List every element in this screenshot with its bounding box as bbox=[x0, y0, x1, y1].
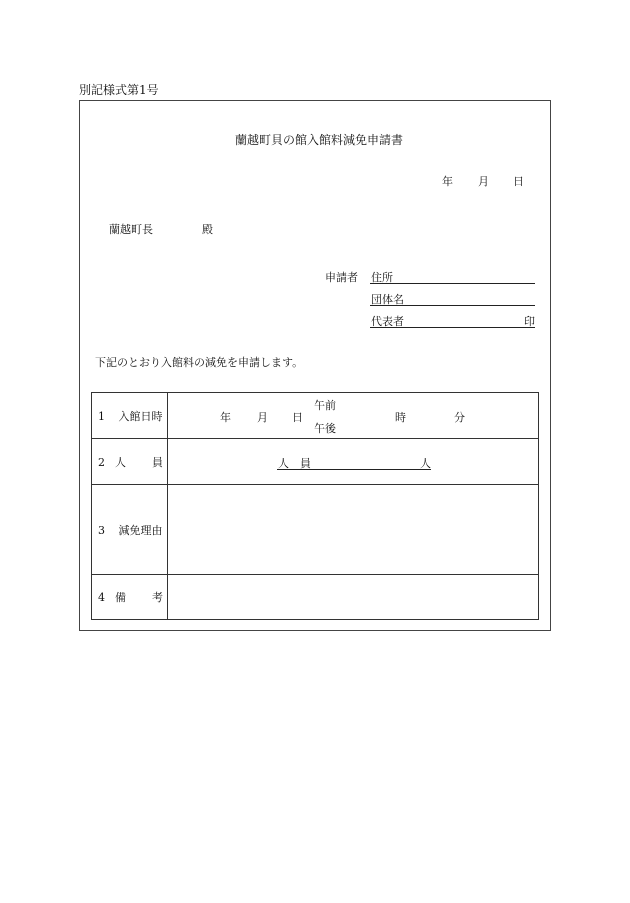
people-count-field[interactable] bbox=[168, 439, 539, 485]
applicant-seal-mark: 印 bbox=[524, 315, 535, 328]
date-month-label: 月 bbox=[478, 175, 489, 188]
people-unit: 人 bbox=[420, 457, 431, 470]
applicant-address-label: 住所 bbox=[371, 271, 393, 284]
applicant-rep-label: 代表者 bbox=[371, 315, 404, 328]
entry-year-label: 年 bbox=[220, 411, 231, 424]
reduction-reason-field[interactable] bbox=[168, 485, 539, 575]
row-label-cell bbox=[92, 393, 168, 439]
people-count-line bbox=[277, 469, 431, 470]
row-label-a: 人 bbox=[115, 455, 126, 469]
addressee-honorific: 殿 bbox=[202, 223, 213, 236]
application-table bbox=[91, 392, 539, 620]
applicant-org-label: 団体名 bbox=[371, 293, 404, 306]
date-year-label: 年 bbox=[442, 175, 453, 188]
form-number: 別記様式第1号 bbox=[79, 83, 159, 97]
row-number: 3 bbox=[98, 523, 105, 537]
minute-label: 分 bbox=[454, 411, 465, 424]
application-form bbox=[79, 100, 551, 631]
date-day-label: 日 bbox=[513, 175, 524, 188]
table-row bbox=[92, 393, 539, 439]
addressee-name: 蘭越町長 bbox=[109, 223, 153, 236]
row-label-b: 員 bbox=[152, 455, 163, 469]
row-number: 4 bbox=[98, 591, 105, 604]
row-label-a: 備 bbox=[115, 591, 126, 604]
hour-label: 時 bbox=[395, 411, 406, 424]
remarks-field[interactable] bbox=[168, 575, 539, 620]
entry-month-label: 月 bbox=[257, 411, 268, 424]
applicant-address-line[interactable] bbox=[370, 283, 535, 284]
entry-datetime-field[interactable] bbox=[168, 393, 539, 439]
row-label-cell bbox=[92, 485, 168, 575]
row-number: 1 bbox=[98, 409, 105, 423]
table-row bbox=[92, 575, 539, 620]
table-row bbox=[92, 439, 539, 485]
row-label: 入館日時 bbox=[118, 409, 163, 423]
intro-text: 下記のとおり入館料の減免を申請します。 bbox=[95, 356, 304, 369]
row-label-b: 考 bbox=[152, 591, 163, 604]
row-label-cell bbox=[92, 575, 168, 620]
applicant-rep-line[interactable] bbox=[370, 327, 535, 328]
applicant-org-line[interactable] bbox=[370, 305, 535, 306]
row-label-cell bbox=[92, 439, 168, 485]
am-label: 午前 bbox=[314, 399, 336, 412]
row-label: 減免理由 bbox=[118, 523, 163, 537]
entry-day-label: 日 bbox=[292, 411, 303, 424]
form-title: 蘭越町貝の館入館料減免申請書 bbox=[235, 133, 404, 147]
row-number: 2 bbox=[98, 455, 105, 469]
pm-label: 午後 bbox=[314, 422, 336, 435]
people-label: 人 員 bbox=[278, 457, 311, 470]
applicant-label: 申請者 bbox=[325, 271, 358, 284]
table-row bbox=[92, 485, 539, 575]
